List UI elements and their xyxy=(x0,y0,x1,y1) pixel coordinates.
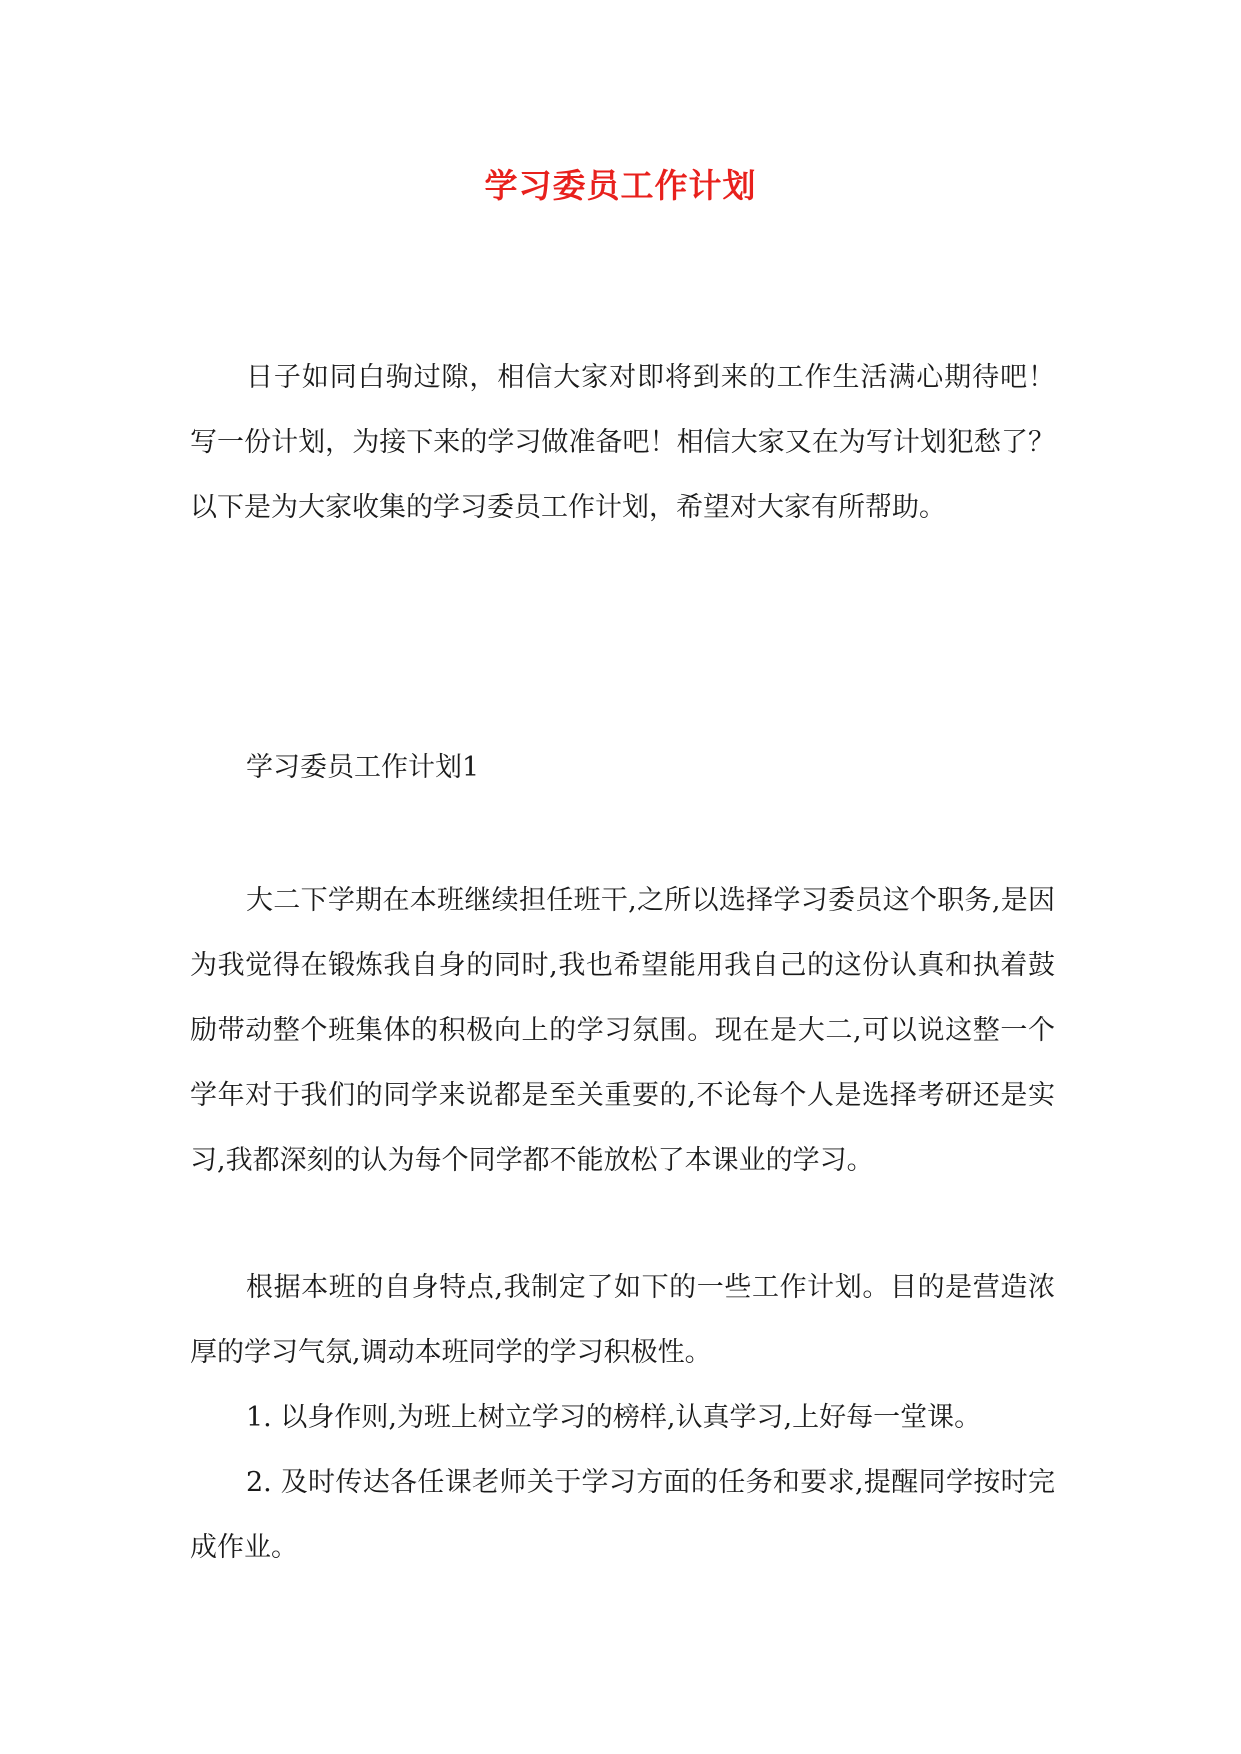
document-title: 学习委员工作计划 xyxy=(484,166,757,205)
section-heading: 学习委员工作计划1 xyxy=(246,752,480,783)
list-item: 1. 以身作则,为班上树立学习的榜样,认真学习,上好每一堂课。 xyxy=(246,1402,982,1433)
body-paragraph: 根据本班的自身特点,我制定了如下的一些工作计划。目的是营造浓厚的学习气氛,调动本班同学的学习积极性。 xyxy=(190,1272,1055,1368)
list-item: 2. 及时传达各任课老师关于学习方面的任务和要求,提醒同学按时完成作业。 xyxy=(190,1467,1055,1563)
body-paragraph: 大二下学期在本班继续担任班干,之所以选择学习委员这个职务,是因为我觉得在锻炼我自身的同时,我也希望能用我自己的这份认真和执着鼓励带动整个班集体的积极向上的学习氛围。现在是大二,可以说这整一个学年对于我们的同学来说都是至关重要的,不论每个人是选择考研还是实习,我都深刻的认为每个同学都不能放松了本课业的学习。 xyxy=(190,885,1055,1176)
intro-paragraph: 日子如同白驹过隙，相信大家对即将到来的工作生活满心期待吧！写一份计划，为接下来的学习做准备吧！相信大家又在为写计划犯愁了？以下是为大家收集的学习委员工作计划，希望对大家有所帮助。 xyxy=(190,362,1055,523)
